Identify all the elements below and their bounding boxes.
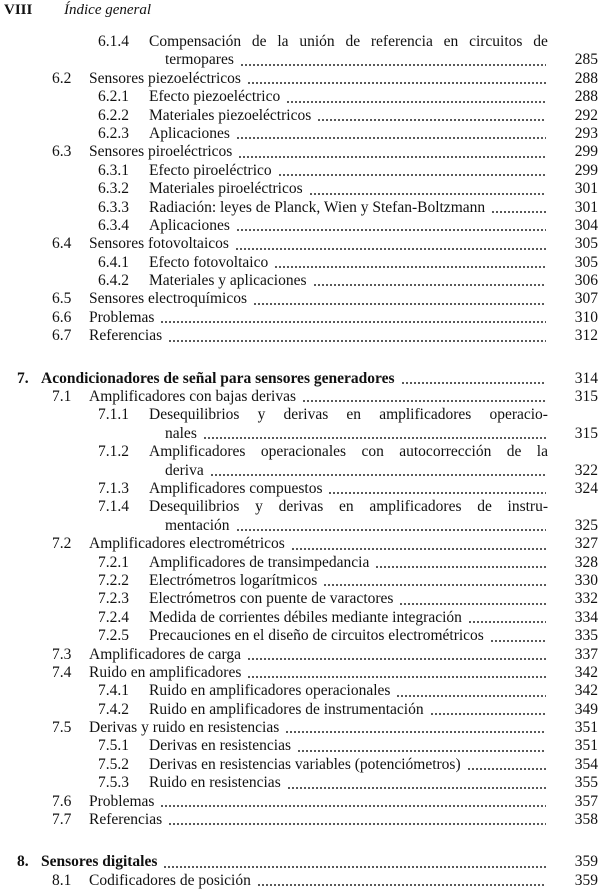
toc-entry-title: Derivas en resistencias variables (potenciómetros) (149, 755, 461, 773)
toc-entry-number: 7.3 (52, 645, 72, 663)
word: operacio- (489, 406, 548, 424)
toc-entry (0, 180, 600, 198)
toc-entry-line (149, 590, 548, 608)
toc-entry-page: 359 (574, 853, 598, 871)
toc-entry-line (149, 162, 548, 180)
toc-entry-number: 7.2.3 (98, 590, 129, 608)
toc-entry (0, 554, 600, 572)
toc-entry-line (149, 701, 548, 719)
toc-entry-line (149, 443, 548, 461)
toc-entry-number: 6.1.4 (98, 33, 129, 50)
toc-entry-line (149, 554, 548, 572)
dot-leader (323, 584, 546, 586)
toc-entry-page: 285 (574, 51, 598, 69)
word: en (339, 498, 354, 516)
toc-entry-page: 327 (574, 535, 598, 553)
toc-entry-line (149, 107, 548, 125)
toc-entry-line (149, 572, 548, 590)
toc-entry-number: 7.1.1 (98, 406, 129, 424)
toc-entry-title (149, 443, 548, 461)
toc-entry-number: 7.7 (52, 811, 72, 829)
dot-leader (401, 382, 547, 384)
toc-entry-number: 7.2.4 (98, 608, 129, 626)
toc-entry-title: Amplificadores de transimpedancia (149, 553, 370, 571)
word: instru- (507, 498, 548, 516)
toc-entry-title: Ruido en resistencias (149, 774, 281, 792)
toc-entry-number: 6.2.2 (98, 106, 129, 124)
toc-entry (0, 756, 600, 774)
toc-entry-page: 357 (574, 792, 598, 810)
toc-entry (0, 609, 600, 627)
toc-entry-page: 322 (574, 461, 598, 479)
word: de (506, 443, 522, 461)
toc-entry-page: 305 (574, 253, 598, 271)
table-of-contents (0, 33, 600, 890)
dot-leader (297, 750, 546, 752)
toc-entry-number: 7.2 (52, 535, 72, 553)
dot-leader (467, 768, 546, 770)
word: amplificadores (379, 406, 472, 424)
word: con (361, 443, 384, 461)
toc-entry-line (89, 535, 548, 553)
toc-entry (0, 701, 600, 719)
word: circuitos (469, 33, 523, 50)
toc-entry-number: 7.2.2 (98, 571, 129, 589)
toc-entry (0, 719, 600, 737)
toc-entry (0, 88, 600, 106)
word: la (536, 443, 548, 461)
toc-entry (0, 33, 600, 51)
dot-leader (317, 119, 546, 121)
toc-entry-line (149, 406, 548, 424)
toc-entry (0, 327, 600, 345)
word: derivas (278, 498, 324, 516)
toc-entry-title: Radiación: leyes de Planck, Wien y Stefan-Boltzmann (149, 198, 486, 216)
toc-entry-number: 6.7 (52, 327, 72, 345)
word: y (255, 498, 263, 516)
toc-entry-line (89, 388, 548, 406)
toc-entry-page: 307 (574, 290, 598, 308)
dot-leader (240, 64, 546, 66)
running-header-title: Índice general (64, 2, 152, 18)
word: en (346, 406, 362, 424)
word: Desequilibrios (149, 406, 240, 424)
dot-leader (253, 303, 546, 305)
word: referencia (370, 33, 433, 50)
toc-entry-page: 314 (574, 369, 598, 387)
toc-entry-number: 7.1.3 (98, 479, 129, 497)
dot-leader (309, 193, 546, 195)
toc-entry-number: 7.2.1 (98, 553, 129, 571)
toc-entry-page: 315 (574, 424, 598, 442)
toc-entry-line (165, 51, 548, 69)
toc-entry-title: Amplificadores con bajas derivas (89, 388, 297, 406)
toc-entry-line (89, 872, 548, 890)
toc-entry-page: 301 (574, 180, 598, 198)
toc-entry-title (149, 33, 548, 51)
toc-entry-number: 7.5.3 (98, 774, 129, 792)
toc-entry-title: Amplificadores compuestos (149, 479, 323, 497)
word: la (277, 33, 289, 50)
toc-entry-page: 349 (574, 700, 598, 718)
toc-entry-title: Ruido en amplificadores de instrumentación (149, 700, 424, 718)
toc-entry-title: Efecto piroeléctrico (149, 161, 272, 179)
word: Amplificadores (149, 443, 246, 461)
toc-entry-page: 334 (574, 608, 598, 626)
toc-entry-page: 304 (574, 216, 598, 234)
toc-entry-number: 6.4.2 (98, 272, 129, 290)
dot-leader (247, 676, 546, 678)
toc-entry-page: 332 (574, 590, 598, 608)
toc-entry-line (149, 272, 548, 290)
toc-entry-number: 7.1.4 (98, 498, 129, 516)
toc-entry-number: 6.4.1 (98, 253, 129, 271)
toc-entry (0, 682, 600, 700)
toc-entry-title: Electrómetros con puente de varactores (149, 590, 394, 608)
toc-entry-line (89, 309, 548, 327)
dot-leader (399, 603, 546, 605)
toc-entry-number: 6.2.1 (98, 88, 129, 106)
toc-entry-page: 305 (574, 235, 598, 253)
dot-leader (285, 731, 546, 733)
toc-entry (0, 272, 600, 290)
toc-entry (0, 535, 600, 553)
toc-entry-title: Materiales piezoeléctricos (149, 106, 312, 124)
toc-entry-title: Medida de corrientes débiles mediante integración (149, 608, 462, 626)
toc-entry-title-continued: mentación (165, 516, 230, 534)
toc-entry-number: 6.5 (52, 290, 72, 308)
dot-leader (160, 321, 546, 323)
word: y (257, 406, 266, 424)
toc-entry-number: 6.2.3 (98, 124, 129, 142)
toc-entry-line (149, 125, 548, 143)
toc-entry-title: Electrómetros logarítmicos (149, 571, 318, 589)
toc-entry-number: 7.2.5 (98, 627, 129, 645)
toc-entry-line (89, 646, 548, 664)
toc-entry-title-continued: deriva (165, 461, 204, 479)
toc-entry-line (89, 70, 548, 88)
toc-entry-title: Sensores fotovoltaicos (89, 235, 229, 253)
toc-entry-number: 6.6 (52, 308, 72, 326)
toc-entry-page: 342 (574, 682, 598, 700)
toc-entry-line (41, 853, 548, 871)
toc-entry-title: Codificadores de posición (89, 871, 251, 889)
toc-entry-number: 7.4.2 (98, 700, 129, 718)
toc-entry-line (149, 498, 548, 516)
toc-entry-page: 315 (574, 388, 598, 406)
toc-entry-line (89, 811, 548, 829)
toc-entry (0, 590, 600, 608)
word: de (533, 33, 548, 50)
toc-entry (0, 107, 600, 125)
toc-entry-line (89, 290, 548, 308)
toc-entry-continuation (0, 51, 600, 69)
toc-entry-page: 330 (574, 571, 598, 589)
word: Desequilibrios (149, 498, 240, 516)
toc-entry-line (165, 462, 548, 480)
toc-entry-page: 299 (574, 143, 598, 161)
toc-entry-page: 306 (574, 272, 598, 290)
dot-leader (235, 248, 546, 250)
dot-leader (168, 340, 546, 342)
toc-entry (0, 125, 600, 143)
toc-entry-line (89, 143, 548, 161)
toc-entry-number: 7.4.1 (98, 682, 129, 700)
word: derivas (283, 406, 329, 424)
toc-entry-page: 358 (574, 811, 598, 829)
toc-entry (0, 737, 600, 755)
toc-entry-line (89, 719, 548, 737)
toc-entry-page: 337 (574, 645, 598, 663)
word: de (477, 498, 492, 516)
toc-entry (0, 143, 600, 161)
toc-entry-continuation (0, 462, 600, 480)
toc-entry-number: 6.3.2 (98, 180, 129, 198)
toc-entry (0, 217, 600, 235)
toc-entry-title: Aplicaciones (149, 216, 230, 234)
dot-leader (291, 548, 546, 550)
toc-entry (0, 853, 600, 871)
toc-entry-number: 7.6 (52, 792, 72, 810)
toc-entry (0, 498, 600, 516)
toc-entry-number: 6.2 (52, 69, 72, 87)
dot-leader (203, 437, 546, 439)
toc-entry-number: 6.3.4 (98, 216, 129, 234)
toc-entry (0, 235, 600, 253)
word: Compensación (149, 33, 242, 50)
toc-entry (0, 646, 600, 664)
toc-entry-page: 351 (574, 719, 598, 737)
toc-entry-title: Efecto fotovoltaico (149, 253, 269, 271)
word: autocorrección (399, 443, 492, 461)
word: unión (299, 33, 335, 50)
dot-leader (286, 101, 546, 103)
dot-leader (491, 211, 546, 213)
toc-entry-page: 324 (574, 479, 598, 497)
toc-entry (0, 254, 600, 272)
toc-entry (0, 199, 600, 217)
toc-entry-title: Precauciones en el diseño de circuitos electrométricos (149, 627, 484, 645)
dot-leader (236, 229, 546, 231)
dot-leader (236, 529, 546, 531)
toc-entry-number: 6.4 (52, 235, 72, 253)
toc-entry-title-continued: nales (165, 424, 197, 442)
toc-entry-title: Sensores piezoeléctricos (89, 69, 241, 87)
toc-entry (0, 774, 600, 792)
toc-entry-number: 8.1 (52, 871, 72, 889)
toc-entry-number: 7. (17, 369, 29, 387)
toc-entry (0, 872, 600, 890)
toc-entry (0, 793, 600, 811)
toc-entry-title: Sensores digitales (41, 853, 158, 871)
toc-entry-line (149, 199, 548, 217)
dot-leader (247, 82, 546, 84)
toc-entry-page: 335 (574, 627, 598, 645)
dot-leader (287, 787, 546, 789)
toc-entry-line (149, 88, 548, 106)
toc-entry-line (149, 737, 548, 755)
toc-entry-page: 293 (574, 124, 598, 142)
toc-entry-title (149, 406, 548, 424)
toc-entry-title-continued: termopares (165, 51, 234, 69)
toc-entry-title: Materiales y aplicaciones (149, 272, 307, 290)
toc-entry-line (149, 254, 548, 272)
toc-entry-line (149, 774, 548, 792)
toc-entry (0, 406, 600, 424)
dot-leader (168, 823, 546, 825)
toc-entry-title: Efecto piezoeléctrico (149, 88, 281, 106)
toc-entry-line (149, 609, 548, 627)
toc-entry-line (149, 682, 548, 700)
dot-leader (163, 866, 546, 868)
dot-leader (238, 156, 546, 158)
toc-entry-title: Problemas (89, 308, 155, 326)
toc-entry-page: 299 (574, 161, 598, 179)
toc-entry-line (149, 480, 548, 498)
toc-entry-title: Referencias (89, 811, 163, 829)
dot-leader (313, 284, 546, 286)
toc-entry-number: 7.5.2 (98, 755, 129, 773)
word: operacionales (260, 443, 347, 461)
toc-entry-line (89, 327, 548, 345)
toc-entry (0, 309, 600, 327)
toc-entry (0, 290, 600, 308)
toc-entry (0, 664, 600, 682)
toc-entry (0, 162, 600, 180)
toc-entry-page: 292 (574, 106, 598, 124)
toc-entry (0, 811, 600, 829)
dot-leader (210, 474, 546, 476)
toc-entry-line (149, 756, 548, 774)
word: en (443, 33, 459, 50)
toc-entry-line (89, 793, 548, 811)
dot-leader (236, 137, 546, 139)
toc-entry-title (149, 498, 548, 516)
dot-leader (257, 884, 546, 886)
word: de (345, 33, 361, 50)
toc-entry (0, 572, 600, 590)
toc-entry-continuation (0, 425, 600, 443)
dot-leader (375, 566, 546, 568)
toc-entry-line (89, 664, 548, 682)
toc-entry-title: Ruido en amplificadores (89, 663, 242, 681)
toc-entry-title: Derivas en resistencias (149, 737, 292, 755)
toc-entry-number: 8. (17, 853, 29, 871)
toc-entry-page: 325 (574, 516, 598, 534)
dot-leader (274, 266, 546, 268)
toc-entry-title: Amplificadores de carga (89, 645, 242, 663)
toc-entry-line (165, 517, 548, 535)
toc-entry-title: Aplicaciones (149, 124, 230, 142)
toc-entry-title: Amplificadores electrométricos (89, 535, 285, 553)
toc-entry-line (149, 627, 548, 645)
dot-leader (490, 640, 546, 642)
toc-entry-page: 312 (574, 327, 598, 345)
toc-entry (0, 70, 600, 88)
toc-entry-page: 354 (574, 755, 598, 773)
toc-entry-page: 351 (574, 737, 598, 755)
toc-entry (0, 370, 600, 388)
toc-entry-title: Problemas (89, 792, 155, 810)
toc-entry-title: Ruido en amplificadores operacionales (149, 682, 391, 700)
word: amplificadores (369, 498, 462, 516)
toc-entry-number: 6.3.1 (98, 161, 129, 179)
toc-entry-number: 7.4 (52, 663, 72, 681)
toc-entry-number: 7.5.1 (98, 737, 129, 755)
dot-leader (160, 805, 546, 807)
toc-entry-line (149, 33, 548, 51)
word: de (251, 33, 267, 50)
toc-entry (0, 627, 600, 645)
toc-entry-page: 288 (574, 88, 598, 106)
dot-leader (430, 713, 546, 715)
dot-leader (396, 695, 546, 697)
toc-entry-page: 359 (574, 871, 598, 889)
toc-entry-line (149, 217, 548, 235)
dot-leader (468, 621, 546, 623)
toc-entry (0, 388, 600, 406)
dot-leader (328, 492, 546, 494)
toc-entry-page: 301 (574, 198, 598, 216)
toc-entry-continuation (0, 517, 600, 535)
dot-leader (302, 400, 546, 402)
toc-entry (0, 443, 600, 461)
toc-entry (0, 480, 600, 498)
toc-entry-title: Referencias (89, 327, 163, 345)
toc-entry-page: 342 (574, 663, 598, 681)
toc-entry-title: Sensores piroeléctricos (89, 143, 233, 161)
dot-leader (278, 174, 546, 176)
toc-entry-page: 355 (574, 774, 598, 792)
toc-entry-page: 328 (574, 553, 598, 571)
toc-entry-number: 7.5 (52, 719, 72, 737)
toc-entry-number: 7.1.2 (98, 443, 129, 461)
dot-leader (247, 658, 546, 660)
toc-entry-title: Acondicionadores de señal para sensores generadores (41, 369, 395, 387)
toc-entry-line (149, 180, 548, 198)
toc-entry-page: 310 (574, 308, 598, 326)
toc-entry-title: Sensores electroquímicos (89, 290, 247, 308)
toc-entry-line (89, 235, 548, 253)
toc-entry-title: Materiales piroeléctricos (149, 180, 303, 198)
toc-entry-number: 6.3 (52, 143, 72, 161)
toc-entry-title: Derivas y ruido en resistencias (89, 719, 280, 737)
page-number: VIII (4, 2, 33, 18)
toc-entry-line (165, 425, 548, 443)
toc-entry-page: 288 (574, 69, 598, 87)
toc-entry-number: 6.3.3 (98, 198, 129, 216)
toc-entry-line (41, 370, 548, 388)
toc-entry-number: 7.1 (52, 388, 72, 406)
